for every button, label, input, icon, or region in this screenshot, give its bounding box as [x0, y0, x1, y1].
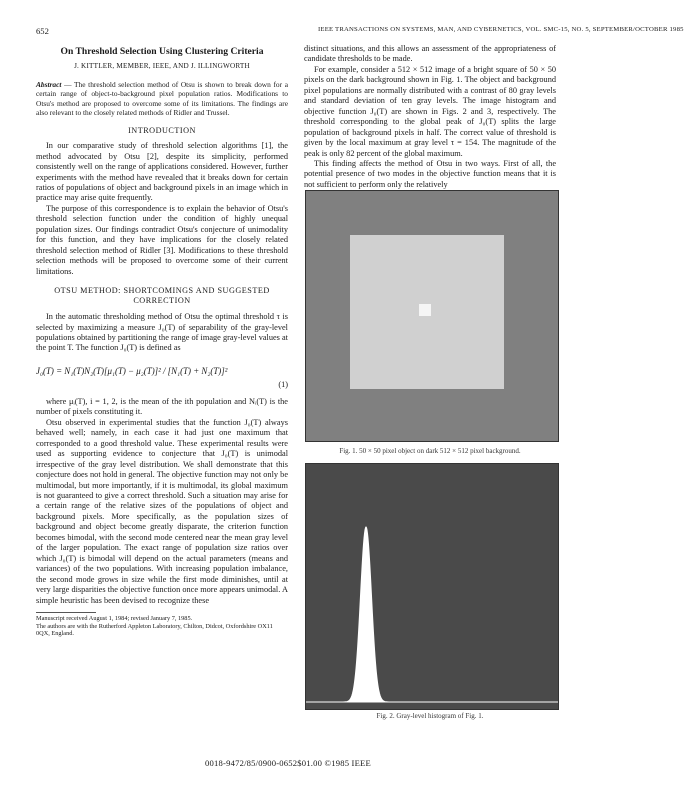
- article-authors: J. KITTLER, MEMBER, IEEE, AND J. ILLINGWORTH: [74, 62, 250, 70]
- intro-paragraph-2: The purpose of this correspondence is to explain the behavior of Otsu's threshold selection function under the condition of highly unequal population sizes. Our findings contradict Otsu's conjecture of unimodality for this function, and they have implications for the closely related threshold selection method of Ridler [3]. Modifications to these threshold selection methods will be proposed to overcome some of their current limitations.: [36, 203, 288, 276]
- section-heading-otsu: [36, 286, 288, 306]
- running-head: IEEE TRANSACTIONS ON SYSTEMS, MAN, AND CYBERNETICS, VOL. SMC-15, NO. 5, SEPTEMBER/OCTOBER 1985: [318, 26, 684, 33]
- abstract-text: — The threshold selection method of Otsu is shown to break down for a certain range of object-to-background pixel population ratios. Modifications to Otsu's method are proposed to overcome some of its limitations. The findings are also relevant to the closely related methods of Ridler and Trussel.: [36, 80, 288, 117]
- intro-paragraph-1: In our comparative study of threshold selection algorithms [1], the method advocated by Otsu [2], despite its simplicity, performed consistently well on the range of applications considered. However, further experiments with the method have revealed that it breaks down for certain ratios of populations of object and background pixels in an image which in practice may arise quite frequently.: [36, 141, 288, 203]
- figure-2-histogram: [305, 463, 559, 710]
- otsu-paragraph-2: where μᵢ(T), i = 1, 2, is the mean of the ith population and Nᵢ(T) is the number of pixels constituting it.: [36, 396, 288, 417]
- otsu-paragraph-1: In the automatic thresholding method of Otsu the optimal threshold τ is selected by maximizing a measure J₀(T) of separability of the gray-level populations obtained by partitioning the range of image gray-level values at the point T. The function J₀(T) is defined as: [36, 312, 288, 353]
- figure-1-object-square: [419, 304, 431, 316]
- figure-1-image: [305, 190, 559, 442]
- histogram-peak-curve: [306, 527, 558, 702]
- left-column: [36, 44, 288, 638]
- right-paragraph-2: This finding affects the method of Otsu in two ways. First of all, the potential presence of two modes in the objective function means that it is not sufficient to perform only the relatively: [304, 158, 556, 189]
- abstract: [36, 80, 288, 117]
- article-title: On Threshold Selection Using Clustering Criteria: [60, 46, 264, 57]
- equation-1: J₀(T) = N₁(T)N₂(T)[μ₁(T) − μ₂(T)]² / [N₁(T) + N₂(T)]²: [36, 365, 228, 376]
- right-paragraph-0: distinct situations, and this allows an assessment of the appropriateness of candidate thresholds to be made.: [304, 44, 556, 64]
- right-paragraph-1: For example, consider a 512 × 512 image of a bright square of 50 × 50 pixels on the dark background shown in Fig. 1. The object and background pixel populations are normally distributed with a contrast of 80 gray levels and standard deviation of ten gray levels. The image histogram and objective function J₀(T) are shown in Figs. 2 and 3, respectively. The threshold corresponding to the global peak of J₀(T) splits the large population of background pixels in half. The correct value of threshold is given by the local maximum at gray level τ = 154. The magnitude of the peak is only 82 percent of the global maximum.: [304, 64, 556, 158]
- section-heading-introduction: INTRODUCTION: [128, 126, 196, 136]
- footnote-rule: [36, 612, 96, 613]
- equation-number: (1): [278, 379, 288, 389]
- footnote-affiliation: The authors are with the Rutherford Appleton Laboratory, Chilton, Didcot, Oxfordshire OX11 0QX, England.: [36, 622, 273, 638]
- footnote-manuscript: Manuscript received August 1, 1984; revised January 7, 1985.: [36, 614, 193, 622]
- page-number: 652: [36, 26, 49, 36]
- section-heading-otsu-line2: CORRECTION: [133, 296, 191, 306]
- figure-1-caption: Fig. 1. 50 × 50 pixel object on dark 512 × 512 pixel background.: [339, 447, 521, 455]
- otsu-paragraph-3: Otsu observed in experimental studies that the function J₀(T) always behaved well; namely, in each case it had just one maximum that corresponded to a good threshold value. These experimental results were used as supporting evidence to conjecture that J₀(T) is unimodal irrespective of the gray level distribution. We shall demonstrate that this conjecture does not hold in general. The objective function may not only be multimodal, but more importantly, if it is multimodal, its global maximum is not guaranteed to give a correct threshold. Such a situation may arise for a certain range of the relative sizes of the populations of object and background pixels. More specifically, as the population sizes of background and object become greatly disparate, the criterion function becomes bimodal, with the second mode centered near the mean gray level of the larger population. The exact range of population size ratios over which J₀(T) is bimodal will depend on the actual parameters (means and variances) of the two populations. With increasing population imbalance, the second mode grows in size while the first mode diminishes, until at very large disparities the objective function once more appears unimodal. A simple heuristic has been devised to recognize these: [36, 417, 288, 605]
- right-column: [304, 44, 556, 190]
- figure-2-plot: [306, 464, 558, 709]
- figure-2-caption: Fig. 2. Gray-level histogram of Fig. 1.: [376, 712, 484, 720]
- section-heading-otsu-line1: OTSU METHOD: SHORTCOMINGS AND SUGGESTED: [54, 286, 270, 296]
- footnote: [36, 615, 288, 638]
- abstract-label: Abstract: [36, 80, 62, 89]
- figure-1-background-square: [350, 235, 504, 389]
- copyright-footer: 0018-9472/85/0900-0652$01.00 ©1985 IEEE: [205, 758, 371, 768]
